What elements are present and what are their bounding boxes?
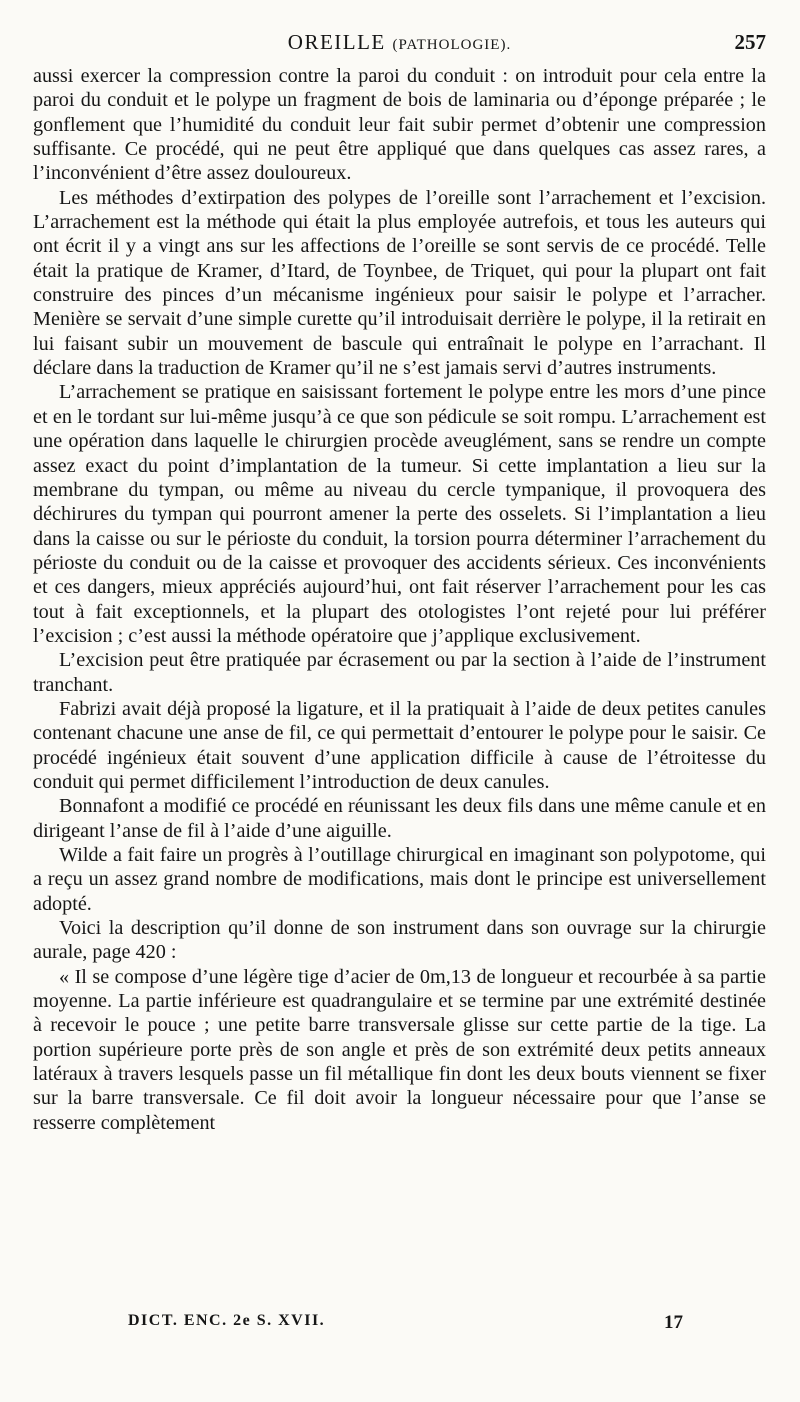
signature-number: 17 [664,1312,683,1333]
running-title-subtitle: (PATHOLOGIE). [392,37,512,53]
paragraph: Fabrizi avait déjà proposé la ligature, et il la pratiquait à l’aide de deux petites canules contenant chacune une anse de fil, ce qui permettait d’entourer le polype pour le saisir. Ce procédé ingénieux était souvent d’une application difficile à cause de l’étroitesse du conduit qui permet difficilement l’introduction de deux canules. [33,697,766,793]
paragraph: L’excision peut être pratiquée par écrasement ou par la section à l’aide de l’instrument tranchant. [33,649,766,696]
running-title [33,30,766,55]
paragraph: Voici la description qu’il donne de son instrument dans son ouvrage sur la chirurgie aurale, page 420 : [33,917,766,964]
paragraph: L’arrachement se pratique en saisissant fortement le polype entre les mors d’une pince et en le tordant sur lui-même jusqu’à ce que son pédicule se soit rompu. L’arrachement est une opération dans laquelle le chirurgien procède aveuglément, sans se rendre un compte assez exact du point d’implantation de la tumeur. Si cette implantation a lieu sur la membrane du tympan, ou même au niveau du cercle tympanique, il provoquera des déchirures du tympan qui pourront amener la perte des osselets. Si l’implantation a lieu dans la caisse ou sur le périoste du conduit, la torsion pourra déterminer l’arrachement du périoste du conduit ou de la caisse et provoquer des accidents sérieux. Ces inconvénients et ces dangers, mieux appréciés aujourd’hui, ont fait réserver l’arrachement pour les cas tout à fait exceptionnels, et la plupart des otologistes l’ont rejeté pour lui préférer l’excision ; c’est aussi la méthode opératoire que j’applique exclusivement. [33,381,766,647]
paragraph: Wilde a fait faire un progrès à l’outillage chirurgical en imaginant son polypotome, qui a reçu un assez grand nombre de modifications, mais dont le principe est universellement adopté. [33,844,766,915]
paragraph: Bonnafont a modifié ce procédé en réunissant les deux fils dans une même canule et en dirigeant l’anse de fil à l’aide d’une aiguille. [33,795,766,842]
paragraph: aussi exercer la compression contre la paroi du conduit : on introduit pour cela entre la paroi du conduit et le polype un fragment de bois de laminaria ou d’éponge préparée ; le gonflement que l’humidité du conduit leur fait subir permet d’obtenir une compression suffisante. Ce procédé, qui ne peut être appliqué que dans quelques cas assez rares, a l’inconvénient d’être assez douloureux. [33,65,766,185]
printer-signature: DICT. ENC. 2e S. XVII. [128,1312,326,1329]
page-number: 257 [734,30,766,54]
page-footer [128,1312,683,1338]
running-title-main: OREILLE [287,30,386,54]
body-text [33,64,766,1135]
paragraph: « Il se compose d’une légère tige d’acier de 0m,13 de longueur et recourbée à sa partie moyenne. La partie inférieure est quadrangulaire et se termine par une extrémité destinée à recevoir le pouce ; une petite barre transversale glisse sur cette partie de la tige. La portion supérieure porte près de son angle et près de son extrémité deux petits anneaux latéraux à travers lesquels passe un fil métallique fin dont les deux bouts viennent se fixer sur la barre transversale. Ce fil doit avoir la longueur nécessaire pour que l’anse se resserre complètement [33,965,766,1134]
paragraph: Les méthodes d’extirpation des polypes de l’oreille sont l’arrachement et l’excision. L’arrachement est la méthode qui était la plus employée autrefois, et tous les auteurs qui ont écrit il y a vingt ans sur les affections de l’oreille se sont servis de ce procédé. Telle était la pratique de Kramer, d’Itard, de Toynbee, de Triquet, qui pour la plupart ont fait construire des pinces d’un mécanisme ingénieux pour saisir le polype et l’arracher. Menière se servait d’une simple curette qu’il introduisait derrière le polype, il la retirait en lui faisant subir un mouvement de bascule qui entraînait le polype en l’arrachant. Il déclare dans la traduction de Kramer qu’il ne s’est jamais servi d’autres instruments. [33,186,766,380]
running-header [33,30,766,60]
